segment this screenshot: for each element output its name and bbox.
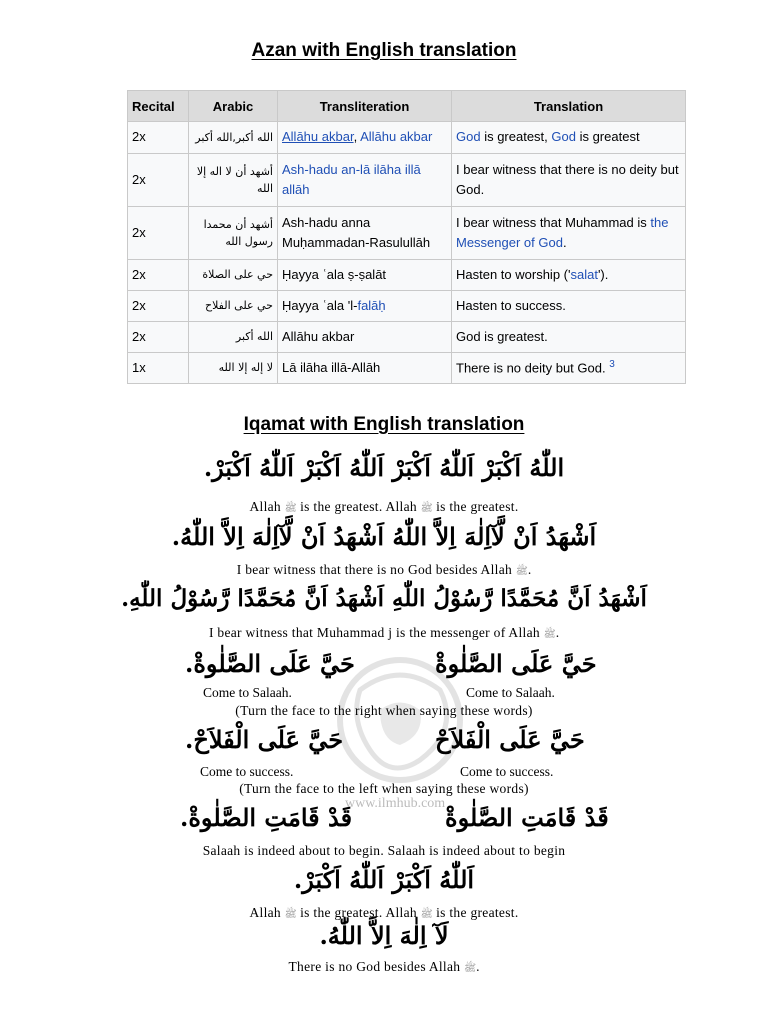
pbuh-icon: ﷺ [284,909,297,920]
iqamat-instruction: (Turn the face to the right when saying these words) [235,703,533,718]
recital-cell: 2x [128,260,189,291]
transliteration-cell [278,122,452,154]
iqamat-instruction: (Turn the face to the left when saying these words) [239,781,529,796]
iqamat-translation-line [0,906,768,920]
header-recital: Recital [128,91,189,122]
pbuh-icon: ﷺ [420,503,433,514]
table-row [128,260,686,291]
messenger-link[interactable]: the Messenger of God [456,214,669,250]
text: There is no God besides Allah [288,959,464,974]
watermark-url: www.ilmhub.com [345,796,446,811]
iqamat-arabic-line: اَللّٰهُ اَكْبَرْ اَللّٰهُ اَكْبَرْ. [293,865,475,894]
arabic-cell: الله أكبر [189,322,278,353]
footnote-link[interactable]: 3 [609,359,615,371]
text: There is no deity but God. [456,360,606,376]
text: . [527,562,532,577]
header-transliteration: Transliteration [278,91,452,122]
iqamat-translation-line [0,960,768,974]
pbuh-icon: ﷺ [543,629,556,640]
text: I bear witness that there is no God besides Allah [236,562,516,577]
falah-link[interactable]: falāḥ [357,297,386,313]
iqamat-translation-line [0,626,768,640]
transliteration-link[interactable]: Ash-hadu an-lā ilāha illā allāh [278,154,452,207]
table-row [128,122,686,154]
iqamat-arabic-line: لَآ اِلٰهَ اِلاَّ اللّٰهُ. [319,921,449,950]
translation-right: Come to success. [460,764,554,779]
transliteration-link[interactable]: Allāhu akbar [360,129,433,145]
recital-cell: 2x [128,122,189,154]
transliteration-cell: Ḥayya ʿala ṣ-ṣalāt [278,260,452,291]
table-header-row [128,91,686,122]
table-row [128,353,686,384]
table-row [128,207,686,260]
text: I bear witness that Muhammad is [456,214,651,230]
transliteration-cell: Ash-hadu anna Muḥammadan-Rasulullāh [278,207,452,260]
iqamat-arabic-line: اللّٰهُ اَكْبَرْ اَللّٰهُ اَكْبَرْ اَللّٰهُ اَكْبَرْ اَللّٰهُ اَكْبَرْ. [203,453,565,482]
arabic-cell: أشهد أن محمدا رسول الله [189,207,278,260]
text: is greatest, [480,129,552,145]
transliteration-cell [278,291,452,322]
arabic-right: قَدْ قَامَتِ الصَّلٰوةْ [445,803,609,832]
table-row [128,291,686,322]
translation-cell [452,207,686,260]
pbuh-icon: ﷺ [420,909,433,920]
arabic-left: حَيَّ عَلَى الْفَلاَحْ. [185,725,344,754]
recital-cell: 1x [128,353,189,384]
translation-cell [452,353,686,384]
recital-cell: 2x [128,322,189,353]
pbuh-icon: ﷺ [284,503,297,514]
arabic-left: قَدْ قَامَتِ الصَّلٰوةْ. [180,803,353,832]
azan-title: Azan with English translation [251,40,517,61]
iqamat-translation-line [0,563,768,577]
recital-cell: 2x [128,154,189,207]
text: Hasten to worship (' [456,266,571,282]
translation-cell [452,122,686,154]
iqamat-arabic-line: اَشْهَدُ اَنْ لَّآاِلٰهَ اِلاَّ اللّٰهُ اَشْهَدُ اَنْ لَّآاِلٰهَ اِلاَّ اللّٰهُ. [171,522,597,551]
text: Allah [249,905,285,920]
translation-left: Come to success. [200,764,294,779]
header-arabic: Arabic [189,91,278,122]
text: Ḥayya ʿala 'l- [282,297,358,313]
translation-cell: God is greatest. [452,322,686,353]
text: is greatest [575,129,640,145]
arabic-cell: أشهد أن لا اله إلا الله [189,154,278,207]
god-link[interactable]: God [551,129,576,145]
pbuh-icon: ﷺ [464,963,477,974]
text: . [555,625,560,640]
text: . [476,959,480,974]
text: is the greatest. [432,905,519,920]
text: '). [597,266,609,282]
table-row [128,154,686,207]
transliteration-cell: Allāhu akbar [278,322,452,353]
azan-table [127,90,686,384]
god-link[interactable]: God [456,129,481,145]
text: is the greatest. Allah [296,905,421,920]
recital-cell: 2x [128,207,189,260]
header-translation: Translation [452,91,686,122]
arabic-cell: حي على الفلاح [189,291,278,322]
iqamat-arabic-line: اَشْهَدُ اَنَّ مُحَمَّدًا رَّسُوْلُ اللّٰهِ اَشْهَدُ اَنَّ مُحَمَّدًا رَّسُوْلُ اللّٰهِ. [121,585,647,612]
text: is the greatest. Allah [296,499,421,514]
translation-cell: Hasten to success. [452,291,686,322]
transliteration-link[interactable]: Allāhu akbar [282,129,354,145]
salat-link[interactable]: salat [570,266,598,282]
translation-cell [452,260,686,291]
translation-right: Come to Salaah. [466,685,555,700]
table-row [128,322,686,353]
arabic-left: حَيَّ عَلَى الصَّلٰوةْ. [185,649,355,678]
iqamat-title: Iqamat with English translation [243,414,525,435]
translation-left: Come to Salaah. [203,685,292,700]
text: is the greatest. [432,499,519,514]
arabic-right: حَيَّ عَلَى الصَّلٰوةْ [435,649,597,678]
arabic-cell: لا إله إلا الله [189,353,278,384]
iqamat-translation-line [0,500,768,514]
pbuh-icon: ﷺ [515,566,528,577]
translation-cell: I bear witness that there is no deity but God. [452,154,686,207]
arabic-cell: الله أكبر,الله أكبر [189,122,278,154]
arabic-cell: حي على الصلاة [189,260,278,291]
text: . [562,235,567,250]
text: Allah [249,499,285,514]
recital-cell: 2x [128,291,189,322]
text: I bear witness that Muhammad j is the messenger of Allah [208,625,544,640]
arabic-right: حَيَّ عَلَى الْفَلاَحْ [435,725,585,754]
separator: , [353,129,361,145]
iqamat-translation-line: Salaah is indeed about to begin. Salaah is indeed about to begin [202,843,566,858]
transliteration-cell: Lā ilāha illā-Allāh [278,353,452,384]
